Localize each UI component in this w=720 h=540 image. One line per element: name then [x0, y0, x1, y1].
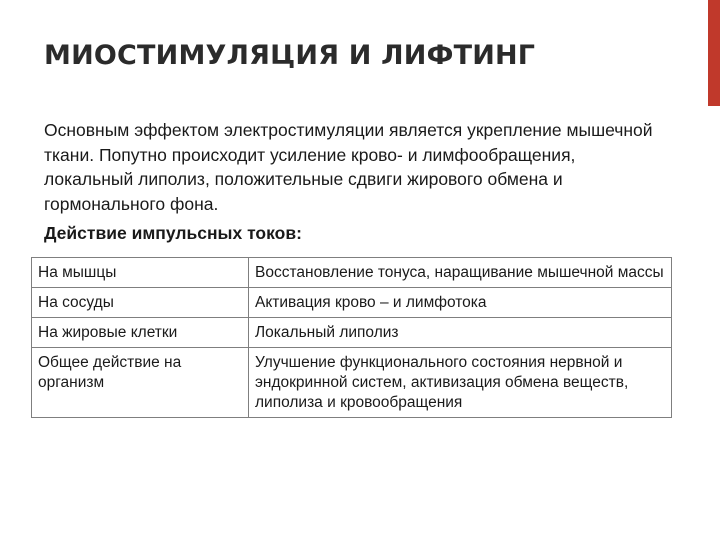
table-cell-effect: Восстановление тонуса, наращивание мышечной массы — [249, 258, 672, 288]
table-cell-target: На жировые клетки — [32, 318, 249, 348]
table-cell-effect: Активация крово – и лимфотока — [249, 288, 672, 318]
intro-paragraph: Основным эффектом электростимуляции является укрепление мышечной ткани. Попутно происходит усиление крово- и лимфообращения, локальный липолиз, положительные сдвиги жирового обмена и гормонального фона. — [44, 120, 653, 214]
section-heading: Действие импульсных токов: — [44, 223, 302, 243]
table-cell-effect: Локальный липолиз — [249, 318, 672, 348]
effects-table — [31, 257, 672, 418]
table-cell-effect: Улучшение функционального состояния нервной и эндокринной систем, активизация обмена веществ, липолиза и кровообращения — [249, 348, 672, 418]
table-row — [32, 348, 672, 418]
table-cell-target: Общее действие на организм — [32, 348, 249, 418]
table-cell-target: На мышцы — [32, 258, 249, 288]
table-row — [32, 288, 672, 318]
slide-title: МИОСТИМУЛЯЦИЯ И ЛИФТИНГ — [44, 40, 536, 71]
table-row — [32, 318, 672, 348]
table-row — [32, 258, 672, 288]
accent-bar — [708, 0, 720, 106]
table-cell-target: На сосуды — [32, 288, 249, 318]
